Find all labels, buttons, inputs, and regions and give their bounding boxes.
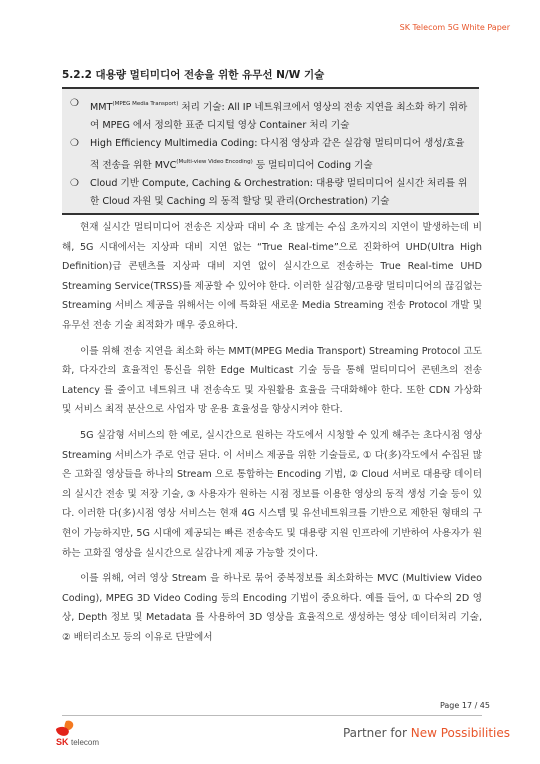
key-point: ❍ $MMT^{(MPEG Media Transport)}$ 처리 기술: All IP 네트워크에서 영상의 전송 지연을 최소화 하기 위하여 MPEG 에서 정의한 표준 디지털 영상 Container 처리 기술: [70, 95, 471, 135]
paragraph: 이를 위해, 여러 영상 Stream 을 하나로 묶어 중복정보를 최소화하는 MVC (Multiview Video Coding), MPEG 3D Video Coding 등의 Encoding 기법이 중요하다. 예를 들어, ① 다수의 2D 영상, Depth 정보 및 Metadata 를 사용하여 3D 영상을 효율적으로 생성하는 영상 데이터처리 기술, ② 배터리소모 등의 이유로 단말에서: [62, 573, 482, 643]
footer-tagline: Partner for New Possibilities: [342, 726, 510, 740]
key-point: ❍ High Efficiency Multimedia Coding: 다시점 영상과 같은 실감형 멀티미디어 생성/효율적 전송을 위한 $MVC^{(Multi-view Video Encoding)}$ 등 멀티미디어 Coding 기술: [70, 135, 471, 175]
key-points-box: [62, 87, 479, 215]
page-number: Page 17 / 45: [439, 701, 490, 710]
key-point: ❍ Cloud 기반 Compute, Caching & Orchestration: 대용량 멀티미디어 실시간 처리를 위한 Cloud 자원 및 Caching 의 동적 할당 및 관리(Orchestration) 기술: [70, 175, 471, 211]
svg-text:telecom: telecom: [71, 738, 100, 747]
circle-bullet-icon: ❍: [70, 98, 79, 109]
header-brand: SK Telecom 5G White Paper: [399, 23, 510, 32]
circle-bullet-icon: ❍: [70, 138, 79, 149]
paragraph: 현재 실시간 멀티미디어 전송은 지상파 대비 수 초 많게는 수십 초까지의 지연이 발생하는데 비해, 5G 시대에서는 지상파 대비 지연 없는 “True Real-time”으로 진화하여 UHD(Ultra High Definition)급 콘텐츠를 지상파 대비 지연 없이 실시간으로 전송하는 True Real-time UHD Streaming Service(TRSS)를 제공할 수 있어야 한다. 이러한 실감형/고용량 멀티미디어의 끊김없는 Streaming 서비스 제공을 위해서는 이에 특화된 새로운 Media Streaming 전송 Protocol 개발 및 유무선 전송 기술 최적화가 매우 중요하다.: [62, 222, 482, 331]
circle-bullet-icon: ❍: [70, 178, 79, 189]
svg-text:SK: SK: [56, 737, 69, 747]
paragraph: 이를 위해 전송 지연을 최소화 하는 MMT(MPEG Media Transport) Streaming Protocol 고도화, 다자간의 효율적인 통신을 위한 Edge Multicast 기술 등을 통해 멀티미디어 콘텐츠의 전송 Latency 를 줄이고 네트워크 내 전송속도 및 자원활용 효율을 극대화해야 한다. 또한 CDN 가상화 및 서비스 최적 분산으로 사업자 망 운용 효율성을 향상시켜야 한다.: [62, 345, 482, 416]
footer-divider: [62, 715, 482, 716]
body-text: [62, 218, 482, 647]
sk-telecom-logo: [52, 719, 124, 749]
paragraph: 5G 실감형 서비스의 한 예로, 실시간으로 원하는 각도에서 시청할 수 있게 해주는 초다시점 영상 Streaming 서비스가 주로 언급 된다. 이 서비스 제공을 위한 기술들로, ① 다(多)각도에서 수집된 많은 고화질 영상들을 하나의 Stream 으로 통합하는 Encoding 기법, ② Cloud 서버로 대용량 데이터의 실시간 전송 및 저장 기술, ③ 사용자가 원하는 시점 정보를 이용한 영상의 동적 생성 기술 등이 있다. 이러한 다(多)시점 영상 서비스는 현재 4G 시스템 및 유선네트워크를 기반으로 제한된 형태의 구현이 가능하지만, 5G 시대에 제공되는 빠른 전송속도 및 대용량 지원 인프라에 기반하여 사용자가 원하는 고화질 영상을 실시간으로 실감나게 제공 가능할 것이다.: [62, 429, 482, 559]
section-title: 5.2.2 대용량 멀티미디어 전송을 위한 유무선 N/W 기술: [62, 69, 325, 81]
